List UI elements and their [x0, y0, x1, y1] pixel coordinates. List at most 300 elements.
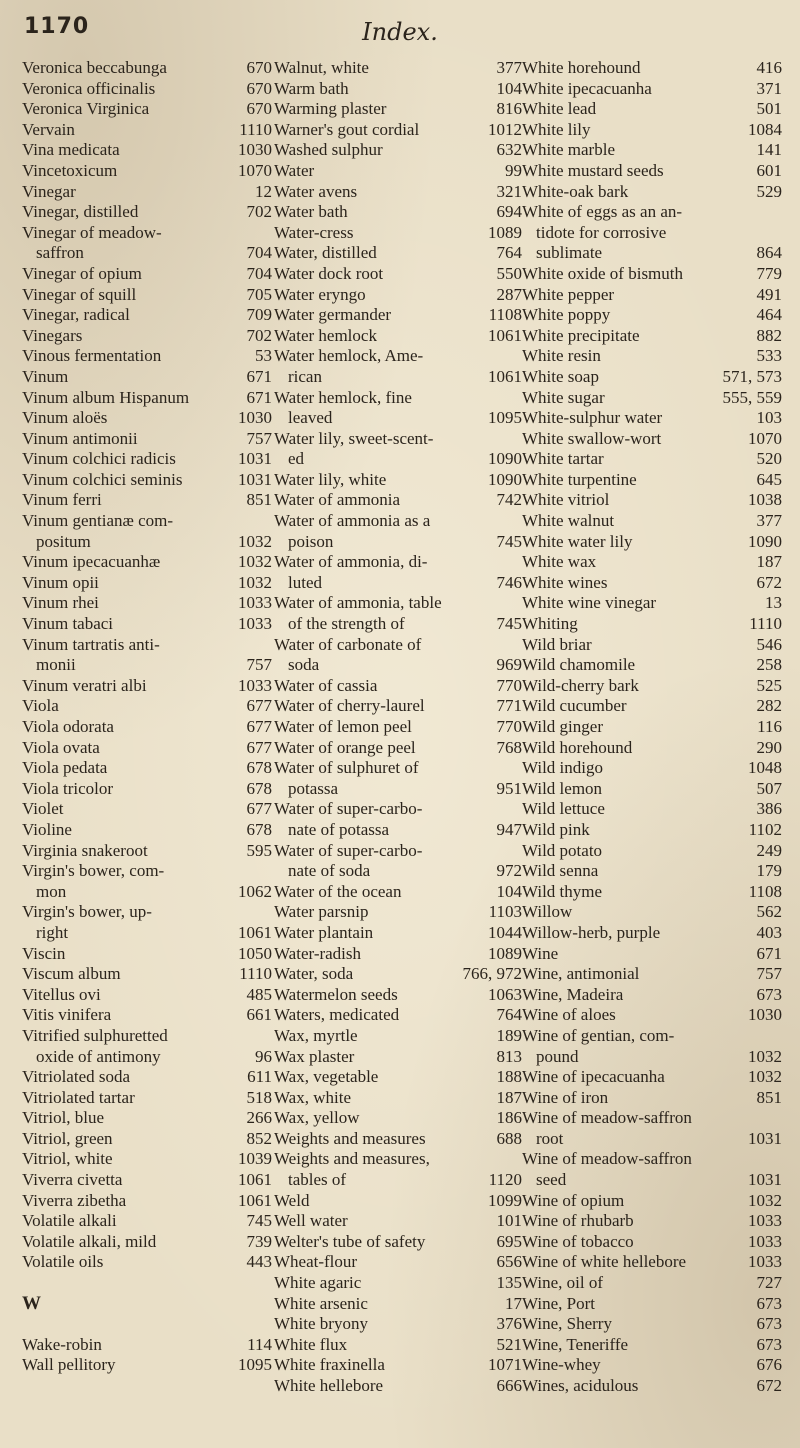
- page-reference: 1044: [488, 922, 522, 942]
- index-entry: [274, 346, 522, 367]
- index-entry: [522, 841, 782, 862]
- index-term: Wild horehound: [522, 737, 633, 757]
- page-reference: 464: [756, 305, 782, 325]
- index-entry: [274, 1335, 522, 1356]
- page-reference: 371: [756, 78, 782, 98]
- page-reference: 321: [496, 181, 522, 201]
- index-entry: [274, 614, 522, 635]
- index-entry: [522, 861, 782, 882]
- index-entry: [522, 243, 782, 264]
- page-reference: 1110: [749, 614, 782, 634]
- index-term: Vervain: [22, 119, 75, 139]
- index-term: Wild potato: [522, 840, 603, 860]
- index-entry: [274, 367, 522, 388]
- page-reference: 1032: [748, 1067, 782, 1087]
- index-term: oxide of antimony: [36, 1046, 161, 1066]
- page-reference: 1099: [488, 1190, 522, 1210]
- index-term: Viola: [22, 696, 59, 716]
- index-entry: [22, 305, 274, 326]
- index-column-2: [274, 58, 522, 1395]
- index-entry: [274, 243, 522, 264]
- index-entry: [522, 1129, 782, 1150]
- index-term: Wax, myrtle: [274, 1025, 358, 1045]
- index-term: Water bath: [274, 202, 348, 222]
- index-entry: [274, 635, 522, 656]
- index-entry: [22, 1211, 274, 1232]
- page-reference: 376: [496, 1314, 522, 1334]
- index-term: luted: [288, 572, 322, 592]
- page-reference: 12: [255, 181, 272, 201]
- index-term: Weights and measures: [274, 1128, 426, 1148]
- page-reference: 187: [496, 1087, 522, 1107]
- index-entry: [22, 635, 274, 656]
- index-term: Vitrified sulphuretted: [22, 1025, 168, 1045]
- index-term: Wine-whey: [522, 1355, 601, 1375]
- index-term: Volatile oils: [22, 1252, 104, 1272]
- index-term: Vitriol, green: [22, 1128, 113, 1148]
- index-entry: [274, 1108, 522, 1129]
- index-term: Vitriolated soda: [22, 1067, 131, 1087]
- index-term: Wild indigo: [522, 758, 604, 778]
- page-reference: 525: [756, 675, 782, 695]
- page-reference: 673: [756, 1293, 782, 1313]
- index-entry: [522, 1191, 782, 1212]
- page-reference: 1031: [748, 1170, 782, 1190]
- index-entry: [522, 1149, 782, 1170]
- index-entry: [522, 367, 782, 388]
- index-term: White wine vinegar: [522, 593, 657, 613]
- index-term: White wax: [522, 552, 597, 572]
- index-entry: [522, 346, 782, 367]
- page-reference: 1084: [748, 119, 782, 139]
- page-reference: 813: [496, 1046, 522, 1066]
- index-term: Wild thyme: [522, 881, 603, 901]
- index-entry: [22, 923, 274, 944]
- index-term: Warm bath: [274, 78, 349, 98]
- index-term: leaved: [288, 408, 333, 428]
- page-reference: 104: [496, 881, 522, 901]
- index-entry: [274, 1026, 522, 1047]
- page-reference: 1061: [238, 922, 272, 942]
- page-reference: 186: [496, 1108, 522, 1128]
- index-term: Vitriol, blue: [22, 1108, 105, 1128]
- index-entry: [522, 388, 782, 409]
- index-entry: [522, 532, 782, 553]
- index-column-3: [522, 58, 782, 1395]
- index-entry: [22, 511, 274, 532]
- index-term: White pepper: [522, 284, 615, 304]
- page-reference: 501: [756, 99, 782, 119]
- index-entry: [22, 223, 274, 244]
- index-entry: [522, 923, 782, 944]
- index-term: Welter's tube of safety: [274, 1231, 426, 1251]
- index-term: Water plantain: [274, 922, 374, 942]
- page-reference: 103: [756, 408, 782, 428]
- index-entry: [522, 120, 782, 141]
- page-reference: 1070: [238, 160, 272, 180]
- index-term: mon: [36, 881, 67, 901]
- index-entry: [274, 1252, 522, 1273]
- index-entry: [522, 264, 782, 285]
- index-entry: [22, 470, 274, 491]
- index-entry: [522, 799, 782, 820]
- index-entry: [22, 861, 274, 882]
- index-entry: [522, 820, 782, 841]
- index-entry: [522, 1088, 782, 1109]
- index-entry: [22, 490, 274, 511]
- page-reference: 443: [246, 1252, 272, 1272]
- index-entry: [522, 655, 782, 676]
- index-entry: [522, 408, 782, 429]
- page-reference: 1103: [488, 902, 522, 922]
- index-term: Water hemlock: [274, 325, 377, 345]
- page-reference: 1039: [238, 1149, 272, 1169]
- index-entry: [274, 573, 522, 594]
- page-reference: 678: [246, 819, 272, 839]
- index-entry: [522, 573, 782, 594]
- index-term: Vinum gentianæ com-: [22, 511, 174, 531]
- page-reference: 96: [255, 1046, 272, 1066]
- index-term: saffron: [36, 243, 84, 263]
- index-term: Whiting: [522, 614, 578, 634]
- index-term: Wild senna: [522, 861, 599, 881]
- page-reference: 571, 573: [722, 366, 782, 386]
- index-entry: [274, 264, 522, 285]
- index-entry: [274, 161, 522, 182]
- index-entry: [22, 264, 274, 285]
- index-term: Wax, yellow: [274, 1108, 360, 1128]
- page-reference: 99: [505, 160, 522, 180]
- index-term: Wild lettuce: [522, 799, 605, 819]
- index-entry: [522, 182, 782, 203]
- index-term: White flux: [274, 1334, 348, 1354]
- page-reference: 104: [496, 78, 522, 98]
- index-term: Watermelon seeds: [274, 984, 398, 1004]
- index-term: Vinum album Hispanum: [22, 387, 190, 407]
- index-entry: [522, 1047, 782, 1068]
- index-term: Viola pedata: [22, 758, 108, 778]
- page-reference: 882: [756, 325, 782, 345]
- index-entry: [274, 140, 522, 161]
- page-reference: 1089: [488, 222, 522, 242]
- index-term: Wax, vegetable: [274, 1067, 379, 1087]
- page-reference: 864: [756, 243, 782, 263]
- index-entry: [22, 326, 274, 347]
- index-term: Wine, Sherry: [522, 1314, 612, 1334]
- index-term: Vinum rhei: [22, 593, 99, 613]
- index-term: Vinegars: [22, 325, 83, 345]
- index-term: Vinum colchici seminis: [22, 469, 183, 489]
- page-reference: 851: [246, 490, 272, 510]
- index-term: White arsenic: [274, 1293, 368, 1313]
- index-term: tables of: [288, 1170, 347, 1190]
- index-entry: [22, 532, 274, 553]
- page-reference: 671: [246, 387, 272, 407]
- index-term: Vinum aloës: [22, 408, 108, 428]
- index-term: Water parsnip: [274, 902, 369, 922]
- page-reference: 1090: [748, 531, 782, 551]
- index-term: White ipecacuanha: [522, 78, 652, 98]
- index-entry: [22, 1047, 274, 1068]
- index-entry: [22, 1355, 274, 1376]
- page-reference: 1031: [238, 449, 272, 469]
- index-entry: [274, 717, 522, 738]
- page-reference: [778, 1026, 782, 1047]
- page-reference: 951: [496, 778, 522, 798]
- index-term: Vinum colchici radicis: [22, 449, 176, 469]
- index-term: Vinegar of squill: [22, 284, 137, 304]
- index-entry: [274, 388, 522, 409]
- index-term: Vincetoxicum: [22, 160, 118, 180]
- page-reference: 1110: [239, 119, 272, 139]
- index-entry: [22, 1149, 274, 1170]
- index-term: Viola ovata: [22, 737, 100, 757]
- index-term: Washed sulphur: [274, 140, 383, 160]
- index-term: Viscin: [22, 943, 66, 963]
- page-reference: 533: [756, 346, 782, 366]
- index-entry: [274, 655, 522, 676]
- page-reference: [778, 223, 782, 244]
- index-entry: [522, 1108, 782, 1129]
- index-entry: [522, 1273, 782, 1294]
- page-reference: 677: [246, 717, 272, 736]
- index-entry: [274, 223, 522, 244]
- page-reference: 1032: [748, 1190, 782, 1210]
- index-term: Vitriolated tartar: [22, 1087, 135, 1107]
- page-reference: 947: [496, 819, 522, 839]
- index-term: Wine: [522, 943, 559, 963]
- index-term: nate of potassa: [288, 819, 390, 839]
- index-entry: [22, 552, 274, 573]
- index-term: Vinegar: [22, 181, 76, 201]
- index-entry: [522, 1232, 782, 1253]
- page-reference: 1012: [488, 119, 522, 139]
- index-term: White walnut: [522, 511, 615, 531]
- index-term: Vitis vinifera: [22, 1005, 112, 1025]
- index-term: White turpentine: [522, 469, 637, 489]
- page-reference: 670: [246, 99, 272, 119]
- index-entry: [274, 593, 522, 614]
- page-reference: 746: [496, 572, 522, 592]
- index-entry: [274, 1067, 522, 1088]
- index-entry: [522, 79, 782, 100]
- index-entry: [522, 758, 782, 779]
- index-entry: [274, 285, 522, 306]
- page-reference: 187: [756, 552, 782, 572]
- index-term: Wine, oil of: [522, 1273, 603, 1293]
- page-reference: 1033: [748, 1231, 782, 1251]
- index-entry: [522, 1005, 782, 1026]
- page-reference: 546: [756, 634, 782, 654]
- index-term: White-sulphur water: [522, 408, 663, 428]
- index-term: Vinum veratri albi: [22, 675, 147, 695]
- index-entry: [274, 1211, 522, 1232]
- index-term: tidote for corrosive: [536, 222, 667, 242]
- index-term: Virginia snakeroot: [22, 840, 148, 860]
- page-reference: 672: [756, 1376, 782, 1395]
- index-term: Water-radish: [274, 943, 362, 963]
- index-term: Water-cress: [274, 222, 354, 242]
- page-reference: 188: [496, 1067, 522, 1087]
- page-reference: 766, 972: [462, 964, 522, 984]
- index-term: Weld: [274, 1190, 310, 1210]
- page-reference: 764: [496, 243, 522, 263]
- index-term: Water lily, white: [274, 469, 387, 489]
- index-entry: [22, 285, 274, 306]
- index-entry: [22, 1088, 274, 1109]
- index-term: of the strength of: [288, 614, 405, 634]
- index-entry: [274, 1191, 522, 1212]
- index-term: Water dock root: [274, 263, 384, 283]
- index-entry: [522, 985, 782, 1006]
- page-reference: 135: [496, 1273, 522, 1293]
- index-entry: [22, 799, 274, 820]
- index-entry: [22, 120, 274, 141]
- index-entry: [274, 944, 522, 965]
- index-term: rican: [288, 366, 322, 386]
- page-reference: 550: [496, 263, 522, 283]
- page-reference: 678: [246, 758, 272, 778]
- index-entry: [274, 676, 522, 697]
- page-reference: 661: [246, 1005, 272, 1025]
- index-entry: [274, 182, 522, 203]
- page-reference: [778, 1108, 782, 1129]
- index-term: Willow: [522, 902, 573, 922]
- page-reference: 1108: [748, 881, 782, 901]
- page-reference: 1061: [238, 1190, 272, 1210]
- index-term: Water of super-carbo-: [274, 840, 423, 860]
- index-term: Well water: [274, 1211, 348, 1231]
- index-entry: [522, 696, 782, 717]
- index-entry: [274, 99, 522, 120]
- index-term: Wild cucumber: [522, 696, 627, 716]
- index-term: Vinum antimonii: [22, 428, 138, 448]
- index-term: Veronica Virginica: [22, 99, 150, 119]
- index-entry: [22, 738, 274, 759]
- page-reference: 1030: [238, 408, 272, 428]
- index-entry: [522, 882, 782, 903]
- index-term: Volatile alkali: [22, 1211, 117, 1231]
- index-entry: [22, 882, 274, 903]
- index-entry: [22, 717, 274, 738]
- page-reference: 704: [246, 263, 272, 283]
- page-reference: 676: [756, 1355, 782, 1375]
- index-entry: [274, 408, 522, 429]
- index-term: Vina medicata: [22, 140, 120, 160]
- index-entry: [274, 490, 522, 511]
- index-entry: [522, 1211, 782, 1232]
- index-entry: [274, 861, 522, 882]
- index-term: ed: [288, 449, 305, 469]
- index-term: Virgin's bower, up-: [22, 902, 152, 922]
- page-reference: 1071: [488, 1355, 522, 1375]
- index-entry: [22, 1273, 274, 1294]
- index-entry: [22, 449, 274, 470]
- page-number: 1170: [24, 14, 90, 39]
- page-reference: 1033: [238, 593, 272, 613]
- page-reference: 757: [756, 964, 782, 984]
- page-reference: 632: [496, 140, 522, 160]
- index-term: Walnut, white: [274, 58, 369, 77]
- index-term: Vinegar, radical: [22, 305, 130, 325]
- page-reference: 705: [246, 284, 272, 304]
- index-term: [22, 1314, 268, 1335]
- index-term: Vinegar of opium: [22, 263, 142, 283]
- page-reference: 114: [247, 1334, 272, 1354]
- page-reference: 694: [496, 202, 522, 222]
- page-reference: 386: [756, 799, 782, 819]
- index-term: Viola tricolor: [22, 778, 114, 798]
- index-term: Water avens: [274, 181, 358, 201]
- index-entry: [22, 655, 274, 676]
- page-reference: 1110: [239, 964, 272, 984]
- page-reference: 656: [496, 1252, 522, 1272]
- page-reference: 768: [496, 737, 522, 757]
- page-reference: 745: [496, 614, 522, 634]
- page-reference: 670: [246, 58, 272, 77]
- index-entry: [522, 202, 782, 223]
- page-reference: 816: [496, 99, 522, 119]
- index-entry: [274, 738, 522, 759]
- index-entry: [522, 1314, 782, 1335]
- index-term: White marble: [522, 140, 615, 160]
- page-reference: 969: [496, 655, 522, 675]
- index-entry: [274, 902, 522, 923]
- index-term: Vinegar of meadow-: [22, 222, 162, 242]
- page-reference: 1090: [488, 449, 522, 469]
- page-reference: 377: [756, 511, 782, 531]
- index-entry: [522, 223, 782, 244]
- index-term: White water lily: [522, 531, 633, 551]
- index-term: White bryony: [274, 1314, 368, 1334]
- index-entry: [522, 1355, 782, 1376]
- page-reference: 1031: [748, 1128, 782, 1148]
- page-reference: 282: [756, 696, 782, 716]
- index-term: sublimate: [536, 243, 603, 263]
- page-reference: 852: [246, 1128, 272, 1148]
- page-reference: 1048: [748, 758, 782, 778]
- index-term: White of eggs as an an-: [522, 202, 683, 222]
- page-reference: 258: [756, 655, 782, 675]
- index-term: Warming plaster: [274, 99, 387, 119]
- index-entry: [522, 285, 782, 306]
- index-term: White precipitate: [522, 325, 640, 345]
- index-term: seed: [536, 1170, 567, 1190]
- index-term: Wine of iron: [522, 1087, 609, 1107]
- index-column-1: [22, 58, 274, 1375]
- page-reference: 1033: [238, 614, 272, 634]
- index-entry: [274, 511, 522, 532]
- index-entry: [274, 1376, 522, 1397]
- index-term: pound: [536, 1046, 579, 1066]
- index-entry: [522, 1170, 782, 1191]
- index-entry: [274, 882, 522, 903]
- index-entry: [22, 614, 274, 635]
- page-reference: 673: [756, 1334, 782, 1354]
- index-entry: [522, 490, 782, 511]
- index-term: positum: [36, 531, 91, 551]
- index-entry: [522, 58, 782, 79]
- page-reference: 770: [496, 675, 522, 695]
- index-term: Water of cassia: [274, 675, 378, 695]
- index-entry: [522, 429, 782, 450]
- index-entry: [22, 944, 274, 965]
- index-entry: [522, 717, 782, 738]
- page-reference: 1030: [238, 140, 272, 160]
- index-term: White wines: [522, 572, 608, 592]
- index-entry: [22, 1335, 274, 1356]
- page-reference: 727: [756, 1273, 782, 1293]
